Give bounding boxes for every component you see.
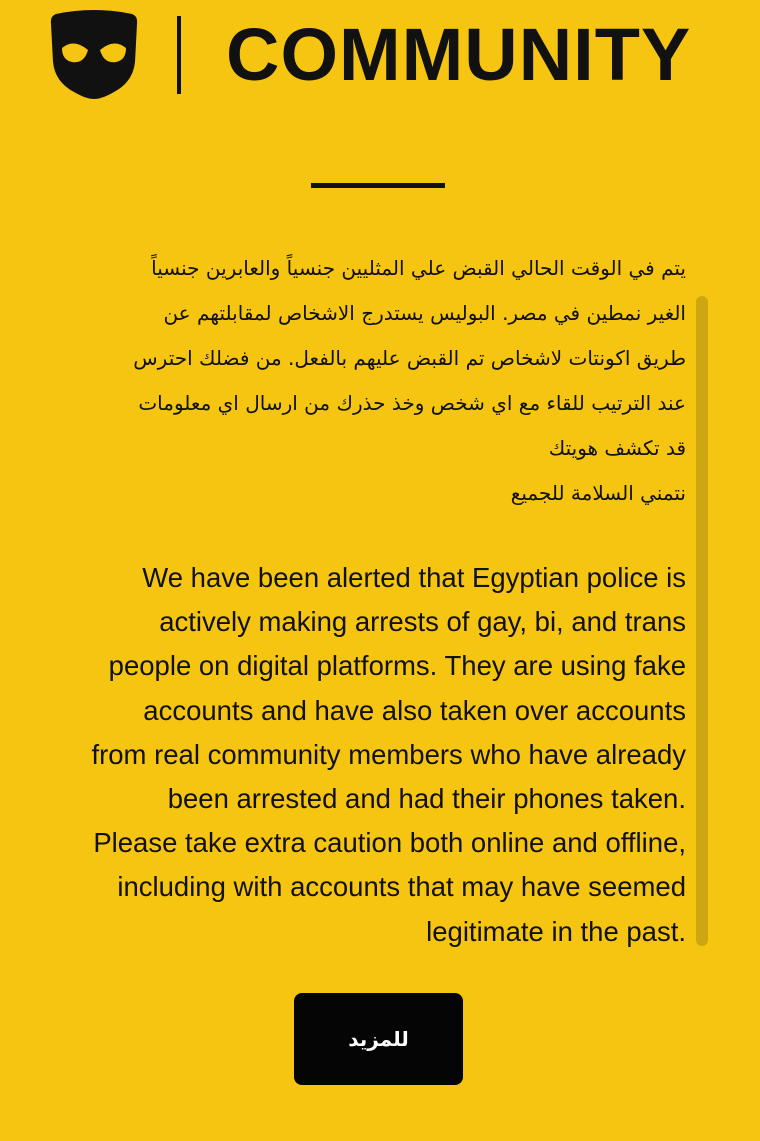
english-message <box>26 556 686 954</box>
arabic-line: نتمني السلامة للجميع <box>510 481 686 505</box>
arabic-line: يتم في الوقت الحالي القبض علي المثليين جنسياً والعابرين جنسياً <box>151 256 686 280</box>
app-title: COMMUNITY <box>226 13 692 96</box>
english-line: been arrested and had their phones taken. <box>167 783 686 815</box>
english-line: legitimate in the past. <box>426 915 686 947</box>
english-line: people on digital platforms. They are using fake <box>108 650 686 682</box>
arabic-line: قد تكشف هويتك <box>548 436 686 460</box>
scrollbar[interactable] <box>696 296 708 946</box>
english-line: from real community members who have already <box>91 738 686 770</box>
header <box>50 8 710 100</box>
more-button-label: للمزيد <box>348 1027 409 1051</box>
english-line: including with accounts that may have seemed <box>117 871 686 903</box>
english-line: actively making arrests of gay, bi, and trans <box>159 606 686 638</box>
english-line: We have been alerted that Egyptian police is <box>142 562 686 593</box>
english-line: accounts and have also taken over accounts <box>143 694 686 726</box>
mask-icon <box>50 8 138 100</box>
english-line: Please take extra caution both online and offline, <box>93 827 686 859</box>
logo-divider <box>177 16 181 94</box>
title-underline <box>311 183 445 188</box>
arabic-line: عند الترتيب للقاء مع اي شخص وخذ حذرك من ارسال اي معلومات <box>138 391 686 415</box>
arabic-line: طريق اكونتات لاشخاص تم القبض عليهم بالفعل. من فضلك احترس <box>133 346 686 370</box>
more-button[interactable] <box>294 993 463 1085</box>
arabic-line: الغير نمطين في مصر. البوليس يستدرج الاشخاص لمقابلتهم عن <box>163 301 686 325</box>
arabic-message <box>36 246 686 516</box>
message-scroll-area[interactable] <box>30 236 698 956</box>
